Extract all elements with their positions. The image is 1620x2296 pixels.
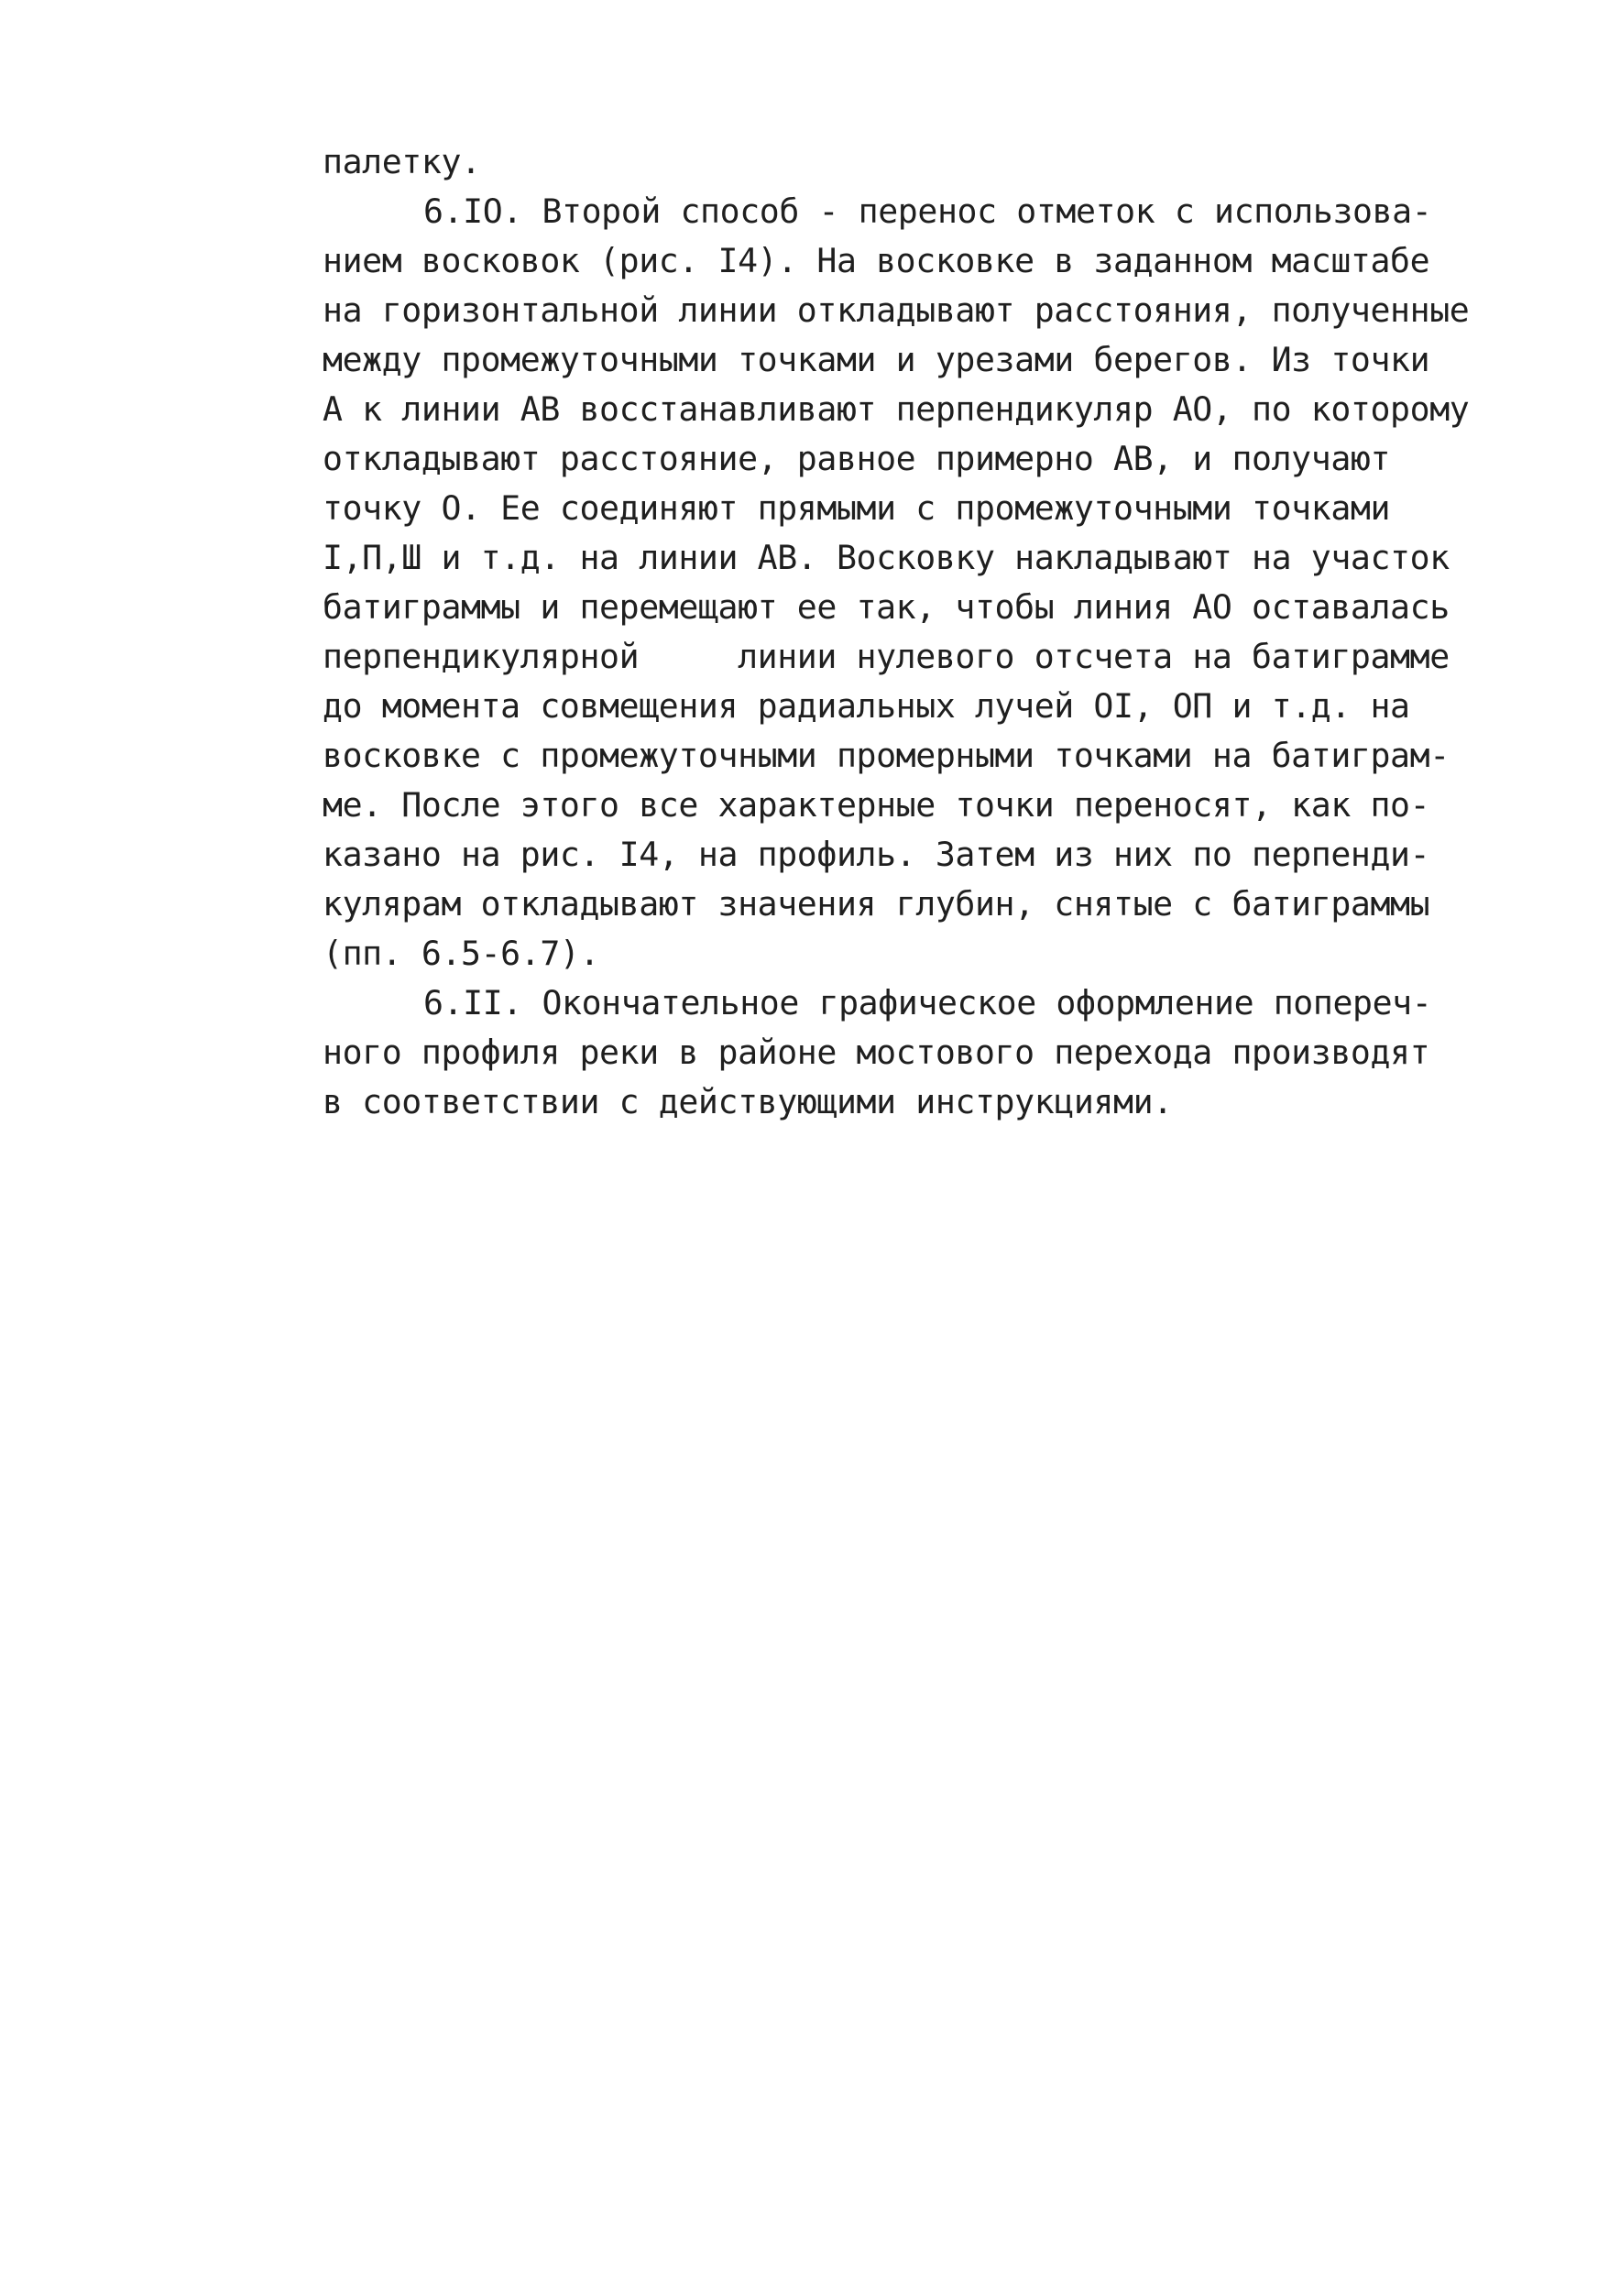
paragraph-6-10-start: 6.IO. Второй способ - перенос отметок с использова- bbox=[423, 191, 1432, 231]
text-line: нием восковок (рис. I4). На восковке в заданном масштабе bbox=[323, 241, 1430, 280]
text-line: А к линии АВ восстанавливают перпендикуляр АО, по которому bbox=[323, 389, 1470, 429]
text-line: кулярам откладывают значения глубин, снятые с батиграммы bbox=[323, 884, 1430, 924]
text-line: восковке с промежуточными промерными точками на батиграм- bbox=[323, 736, 1450, 775]
text-line: точку О. Ее соединяют прямыми с промежуточными точками bbox=[323, 488, 1391, 528]
text-line: палетку. bbox=[323, 142, 481, 181]
text-line: ного профиля реки в районе мостового перехода производят bbox=[323, 1033, 1430, 1072]
text-line: откладывают расстояние, равное примерно АВ, и получают bbox=[323, 439, 1391, 478]
text-line: батиграммы и перемещают ее так, чтобы линия АО оставалась bbox=[323, 587, 1450, 627]
text-line: I,П,Ш и т.д. на линии АВ. Восковку накладывают на участок bbox=[323, 538, 1450, 577]
text-line: до момента совмещения радиальных лучей OI, ОП и т.д. на bbox=[323, 686, 1410, 726]
text-line: ме. После этого все характерные точки переносят, как по- bbox=[323, 785, 1430, 825]
paragraph-6-11-start: 6.II. Окончательное графическое оформление попереч- bbox=[423, 983, 1432, 1022]
text-line: между промежуточными точками и урезами берегов. Из точки bbox=[323, 340, 1430, 379]
text-line: казано на рис. I4, на профиль. Затем из них по перпенди- bbox=[323, 835, 1430, 874]
text-line: (пп. 6.5-6.7). bbox=[323, 934, 600, 973]
text-line: в соответствии с действующими инструкциями. bbox=[323, 1082, 1173, 1121]
text-line: перпендикулярной линии нулевого отсчета на батиграмме bbox=[323, 637, 1450, 676]
body-text bbox=[323, 137, 1514, 1127]
text-line: на горизонтальной линии откладывают расстояния, полученные bbox=[323, 290, 1470, 330]
